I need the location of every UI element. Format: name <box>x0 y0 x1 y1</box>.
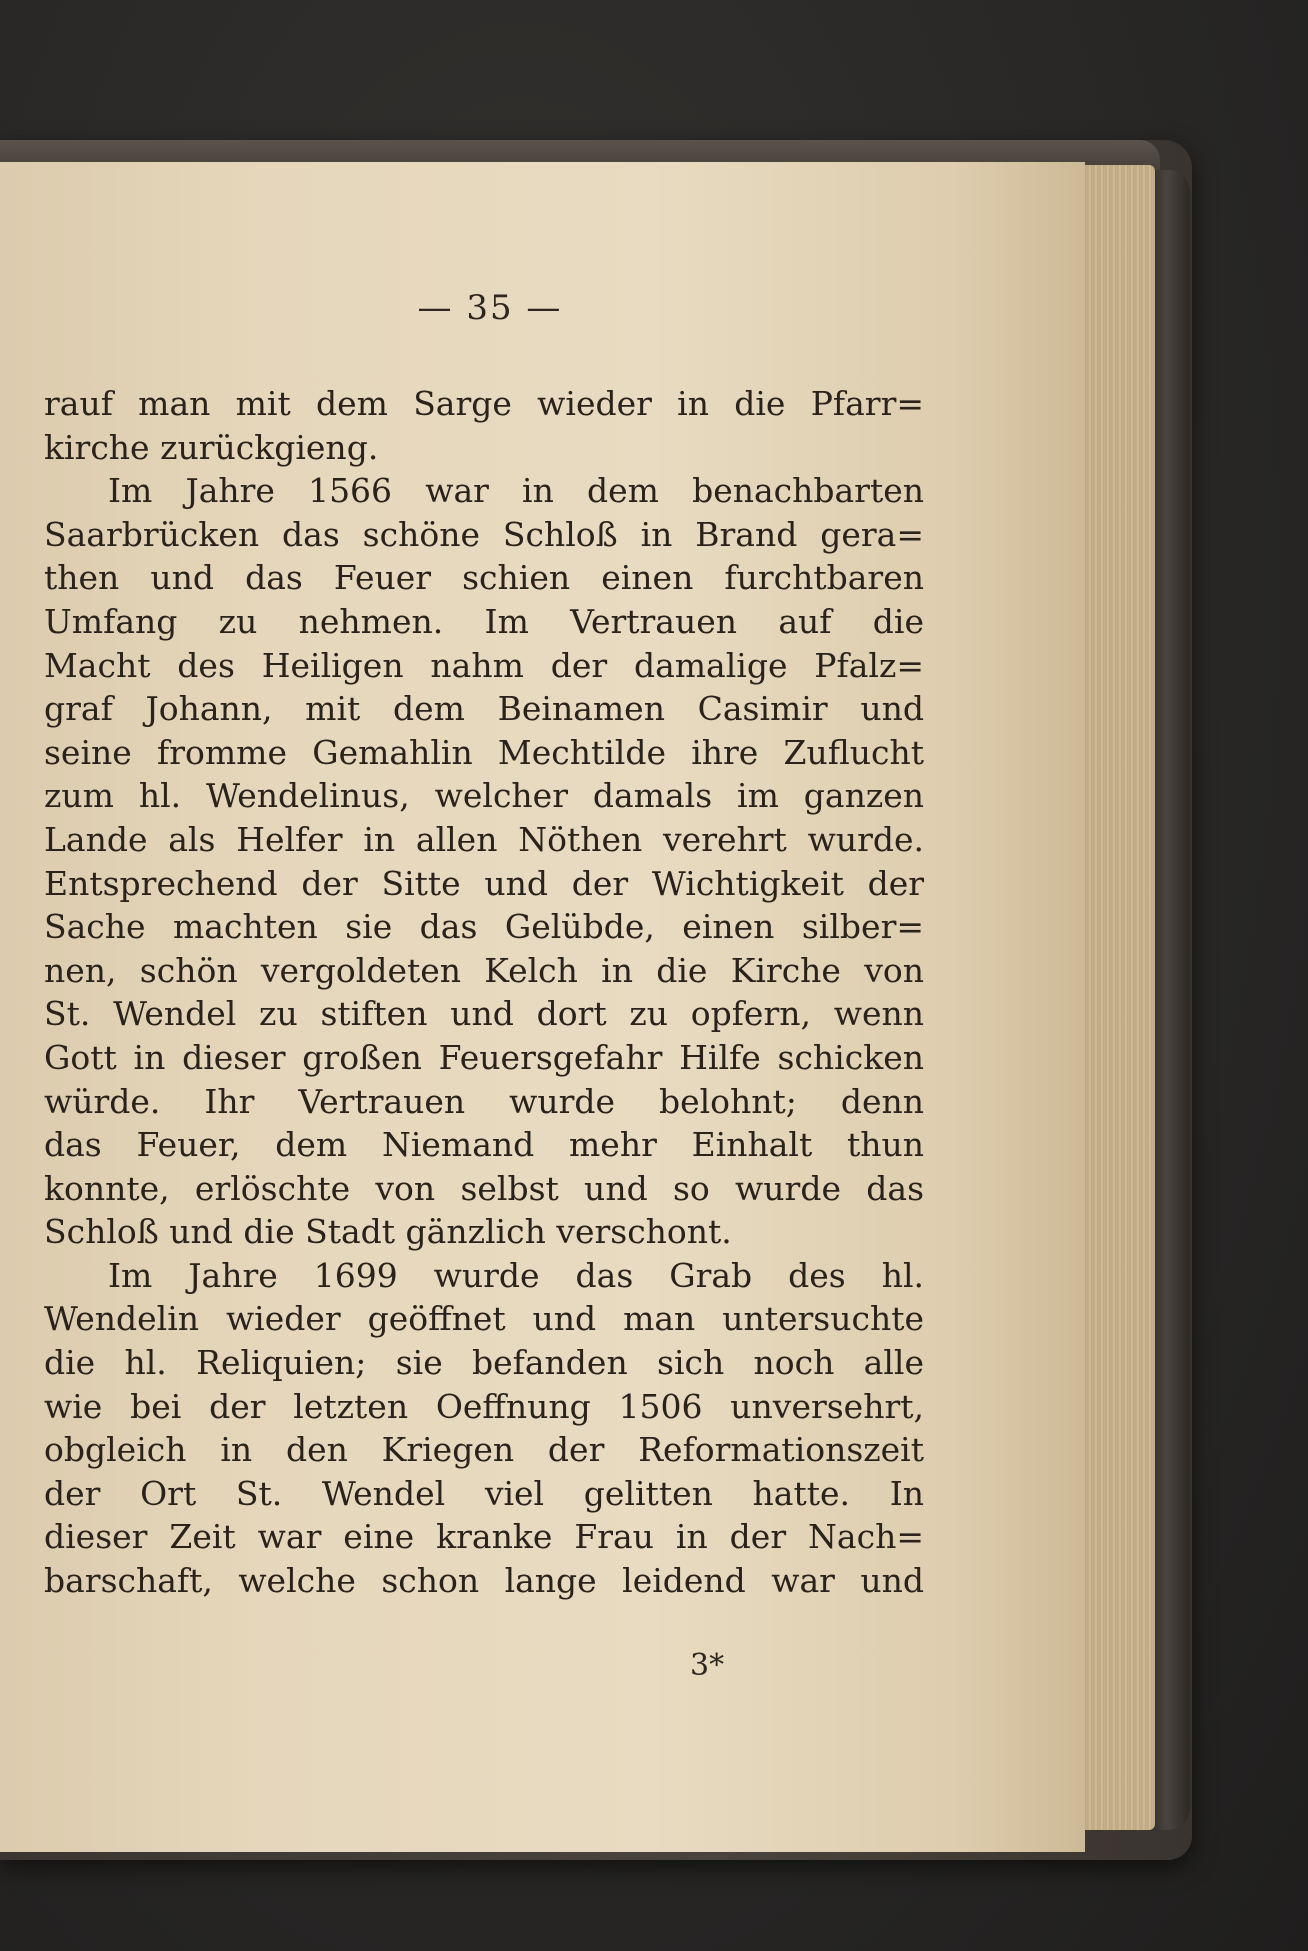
text-line: wie bei der letzten Oeffnung 1506 unversehrt, <box>44 1386 924 1426</box>
text-line: rauf man mit dem Sarge wieder in die Pfarr= <box>44 384 924 423</box>
text-line: konnte, erlöschte von selbst und so wurde das <box>44 1168 924 1208</box>
text-line: Im Jahre 1699 wurde das Grab des hl. <box>108 1255 924 1295</box>
text-line: obgleich in den Kriegen der Reformationszeit <box>44 1430 924 1470</box>
text-line: seine fromme Gemahlin Mechtilde ihre Zuflucht <box>44 732 924 772</box>
text-line: der Ort St. Wendel viel gelitten hatte. In <box>44 1473 924 1513</box>
text-line: würde. Ihr Vertrauen wurde belohnt; denn <box>44 1081 924 1121</box>
text-line: St. Wendel zu stiften und dort zu opfern, wenn <box>44 994 924 1034</box>
text-line: nen, schön vergoldeten Kelch in die Kirche von <box>44 950 924 990</box>
text-line: Schloß und die Stadt gänzlich verschont. <box>44 1212 732 1252</box>
text-line: zum hl. Wendelinus, welcher damals im ganzen <box>44 776 924 816</box>
text-line: Wendelin wieder geöffnet und man untersuchte <box>44 1299 924 1339</box>
text-line: Gott in dieser großen Feuersgefahr Hilfe schicken <box>44 1037 924 1077</box>
text-line: Entsprechend der Sitte und der Wichtigkeit der <box>44 863 924 903</box>
text-line: Saarbrücken das schöne Schloß in Brand gera= <box>44 514 924 554</box>
text-line: Macht des Heiligen nahm der damalige Pfalz= <box>44 645 924 685</box>
text-line: barschaft, welche schon lange leidend war und <box>44 1561 924 1601</box>
text-line: das Feuer, dem Niemand mehr Einhalt thun <box>44 1125 924 1165</box>
page-edges <box>1080 165 1155 1830</box>
signature-mark: 3* <box>690 1648 725 1683</box>
text-line: Im Jahre 1566 war in dem benachbarten <box>108 471 924 511</box>
text-line: die hl. Reliquien; sie befanden sich noch alle <box>44 1343 924 1383</box>
page-number: — 35 — <box>417 288 563 328</box>
text-line: Lande als Helfer in allen Nöthen verehrt wurde. <box>44 819 924 859</box>
text-line: kirche zurückgieng. <box>44 427 379 467</box>
page-text <box>44 382 924 1603</box>
text-line: Umfang zu nehmen. Im Vertrauen auf die <box>44 601 924 641</box>
text-line: Sache machten sie das Gelübde, einen silber= <box>44 907 924 947</box>
text-line: then und das Feuer schien einen furchtbaren <box>44 558 924 598</box>
text-line: graf Johann, mit dem Beinamen Casimir und <box>44 689 924 729</box>
text-line: dieser Zeit war eine kranke Frau in der Nach= <box>44 1517 924 1557</box>
